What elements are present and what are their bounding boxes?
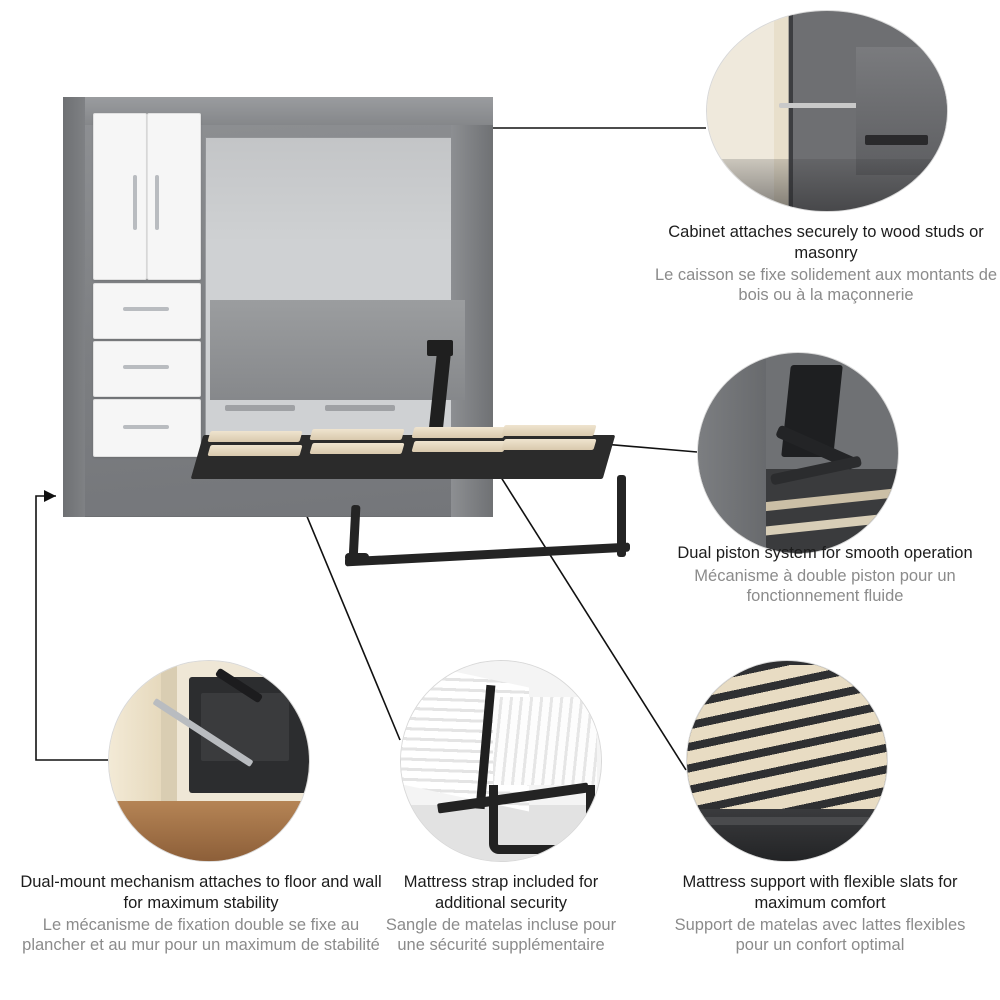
- drawer-handle-top: [123, 307, 169, 311]
- slat: [309, 443, 404, 454]
- slat: [207, 431, 302, 442]
- callout-image-mattress-support: [686, 660, 888, 862]
- slat: [309, 429, 404, 440]
- bed-leg-foot: [345, 553, 369, 562]
- piston-bracket-center: [325, 405, 395, 411]
- caption-fr: Le mécanisme de fixation double se fixe au plancher et au mur pour un maximum de stabilité: [22, 916, 380, 955]
- drawer-handle-middle: [123, 365, 169, 369]
- caption-fr: Support de matelas avec lattes flexibles pour un confort optimal: [674, 916, 966, 955]
- bed-front-rail: [345, 543, 630, 567]
- caption-fr: Sangle de matelas incluse pour une sécurité supplémentaire: [385, 916, 617, 955]
- cabinet-left-side: [63, 97, 85, 517]
- callout-image-dual-piston: [697, 352, 899, 554]
- piston-bracket-right: [427, 340, 453, 356]
- door-handle-right: [155, 175, 159, 230]
- piston-bracket-left: [225, 405, 295, 411]
- caption-en: Cabinet attaches securely to wood studs or masonry: [668, 223, 984, 262]
- slat: [207, 445, 302, 456]
- cabinet-attachment-photo: [707, 11, 947, 211]
- bed-leg-right: [617, 475, 626, 557]
- slat: [411, 441, 506, 452]
- slat: [411, 427, 506, 438]
- slat: [501, 425, 596, 436]
- callout-image-cabinet-attachment: [706, 10, 948, 212]
- door-handle-left: [133, 175, 137, 230]
- slat: [501, 439, 596, 450]
- bed-slats: [203, 425, 603, 473]
- caption-dual-mount: [18, 872, 384, 955]
- drawer-top: [93, 283, 201, 339]
- drawer-middle: [93, 341, 201, 397]
- callout-image-mattress-strap: [400, 660, 602, 862]
- wall-bed-illustration: [45, 85, 685, 585]
- mattress-strap-photo: [401, 661, 601, 861]
- caption-en: Dual piston system for smooth operation: [677, 544, 973, 562]
- caption-en: Dual-mount mechanism attaches to floor and wall for maximum stability: [20, 873, 382, 912]
- dual-mount-photo: [109, 661, 309, 861]
- caption-dual-piston: [660, 543, 990, 606]
- caption-mattress-support: [660, 872, 980, 955]
- caption-en: Mattress support with flexible slats for maximum comfort: [682, 873, 958, 912]
- caption-mattress-strap: [380, 872, 622, 955]
- caption-fr: Mécanisme à double piston pour un fonctionnement fluide: [694, 566, 956, 605]
- callout-image-dual-mount: [108, 660, 310, 862]
- caption-fr: Le caisson se fixe solidement aux montants de bois ou à la maçonnerie: [654, 266, 998, 305]
- drawer-handle-bottom: [123, 425, 169, 429]
- dual-piston-photo: [698, 353, 898, 553]
- caption-cabinet-attachment: [650, 222, 1000, 305]
- upper-door-left: [93, 113, 147, 280]
- flexible-slats-photo: [687, 661, 887, 861]
- caption-en: Mattress strap included for additional security: [403, 873, 599, 912]
